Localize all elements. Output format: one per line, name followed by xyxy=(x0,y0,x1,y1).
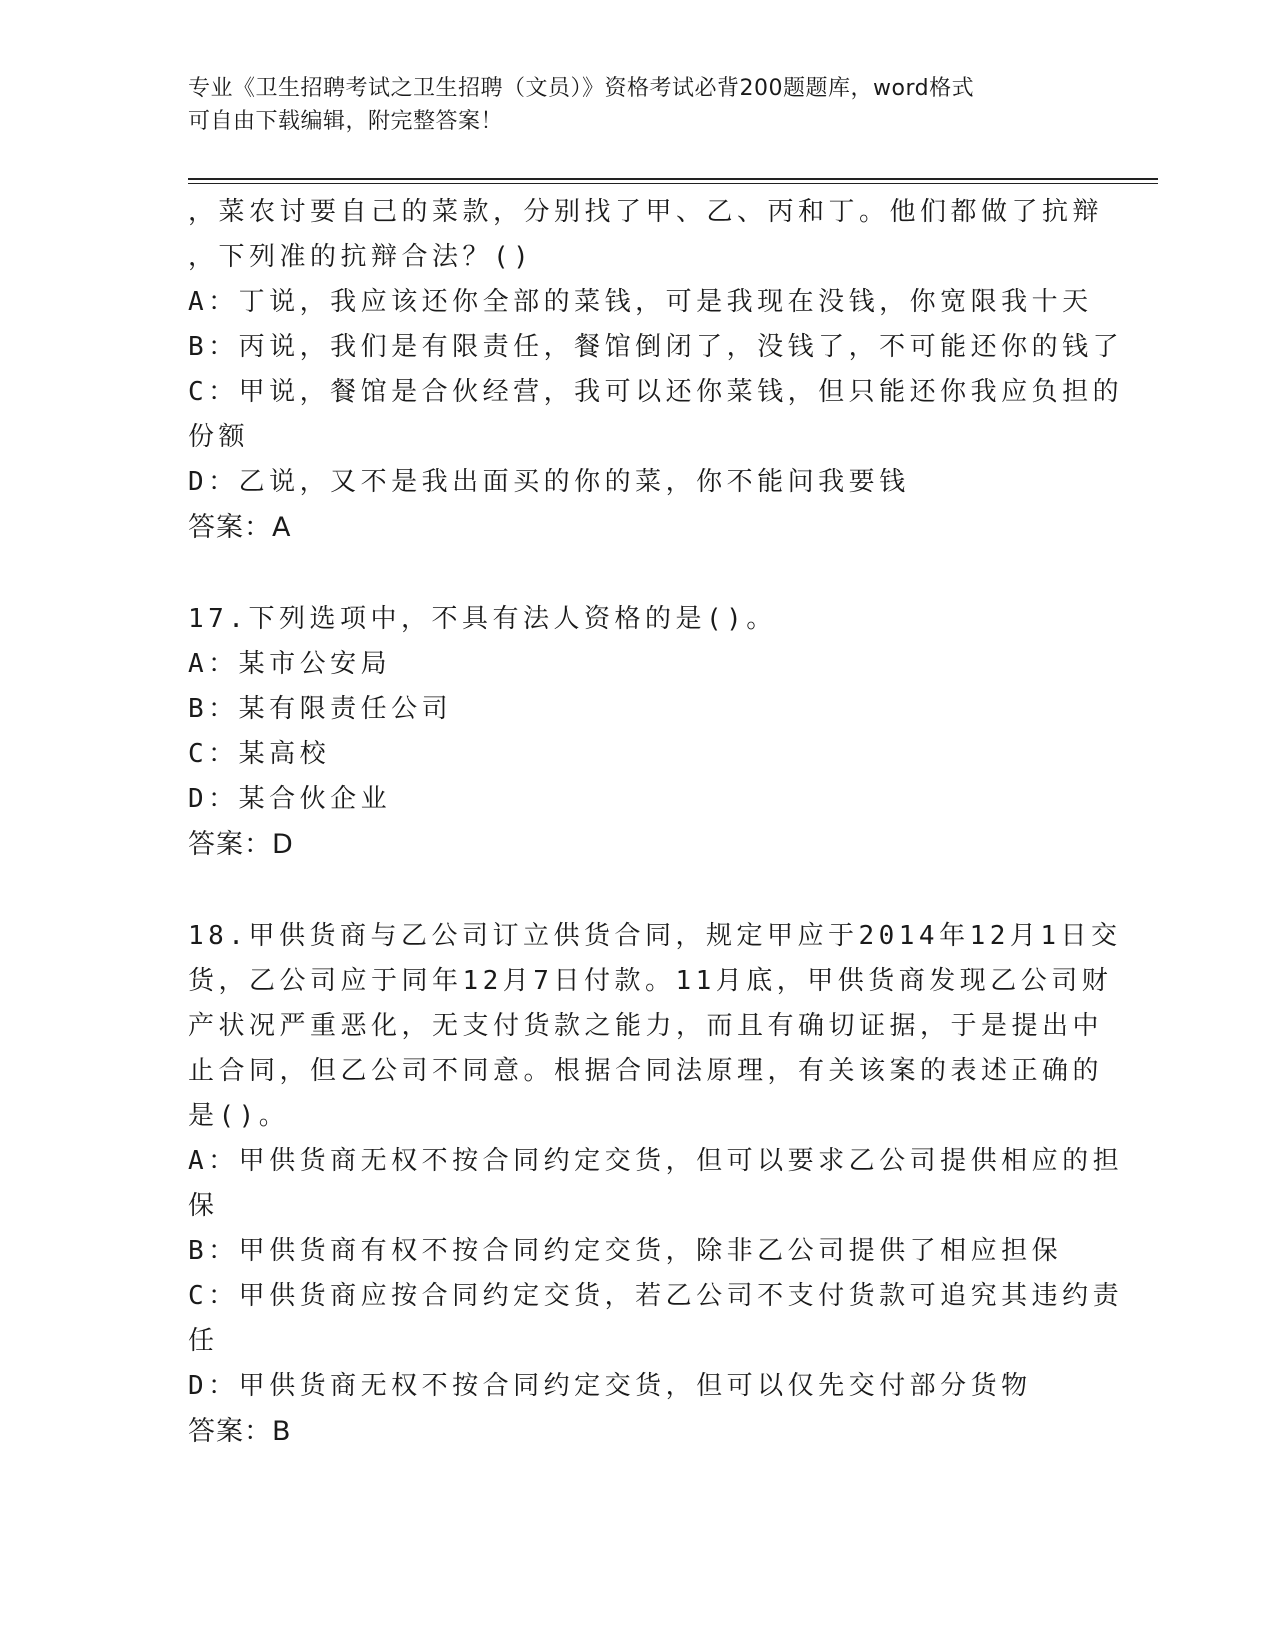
header-line-1: 专业《卫生招聘考试之卫生招聘（文员）》资格考试必背200题题库，word格式 xyxy=(188,76,975,101)
option-a: A：某市公安局 xyxy=(188,649,392,679)
question-text-line: 是()。 xyxy=(188,1101,290,1131)
header-divider xyxy=(188,178,1158,180)
answer-label: 答案：B xyxy=(188,1416,292,1447)
spacer xyxy=(188,550,1088,597)
option-b: B：某有限责任公司 xyxy=(188,694,453,724)
option-c: C：某高校 xyxy=(188,739,331,769)
question-text-line: 止合同，但乙公司不同意。根据合同法原理，有关该案的表述正确的 xyxy=(188,1056,1104,1086)
option-d: D：甲供货商无权不按合同约定交货，但可以仅先交付部分货物 xyxy=(188,1371,1032,1401)
option-b: B：丙说，我们是有限责任，餐馆倒闭了，没钱了，不可能还你的钱了 xyxy=(188,332,1124,362)
question-17 xyxy=(188,597,1088,867)
question-18 xyxy=(188,914,1124,1454)
question-text-line: 17.下列选项中，不具有法人资格的是()。 xyxy=(188,604,777,634)
header-line-2: 可自由下载编辑，附完整答案！ xyxy=(188,109,504,134)
option-c-continued: 任 xyxy=(188,1326,219,1356)
option-c: C：甲供货商应按合同约定交货，若乙公司不支付货款可追究其违约责 xyxy=(188,1281,1124,1311)
answer-label: 答案：A xyxy=(188,512,292,543)
question-text-line: 18.甲供货商与乙公司订立供货合同，规定甲应于2014年12月1日交 xyxy=(188,921,1122,951)
question-text-line: 产状况严重恶化，无支付货款之能力，而且有确切证据，于是提出中 xyxy=(188,1011,1104,1041)
option-b: B：甲供货商有权不按合同约定交货，除非乙公司提供了相应担保 xyxy=(188,1236,1063,1266)
answer-label: 答案：D xyxy=(188,829,294,860)
option-d: D：某合伙企业 xyxy=(188,784,392,814)
option-a-continued: 保 xyxy=(188,1191,219,1221)
question-content xyxy=(188,190,1124,1454)
option-a: A：丁说，我应该还你全部的菜钱，可是我现在没钱，你宽限我十天 xyxy=(188,287,1093,317)
option-d: D：乙说，又不是我出面买的你的菜，你不能问我要钱 xyxy=(188,467,910,497)
option-a: A：甲供货商无权不按合同约定交货，但可以要求乙公司提供相应的担 xyxy=(188,1146,1124,1176)
question-text-line: 货，乙公司应于同年12月7日付款。11月底，甲供货商发现乙公司财 xyxy=(188,966,1113,996)
option-c: C：甲说，餐馆是合伙经营，我可以还你菜钱，但只能还你我应负担的 xyxy=(188,377,1124,407)
question-16 xyxy=(188,190,1124,550)
page-header xyxy=(188,72,1088,138)
spacer xyxy=(188,867,1088,914)
question-text-line: ，菜农讨要自己的菜款，分别找了甲、乙、丙和丁。他们都做了抗辩 xyxy=(188,197,1104,227)
header-divider-thin xyxy=(188,183,1158,184)
option-c-continued: 份额 xyxy=(188,422,250,452)
question-text-line: ，下列准的抗辩合法？() xyxy=(188,242,534,272)
